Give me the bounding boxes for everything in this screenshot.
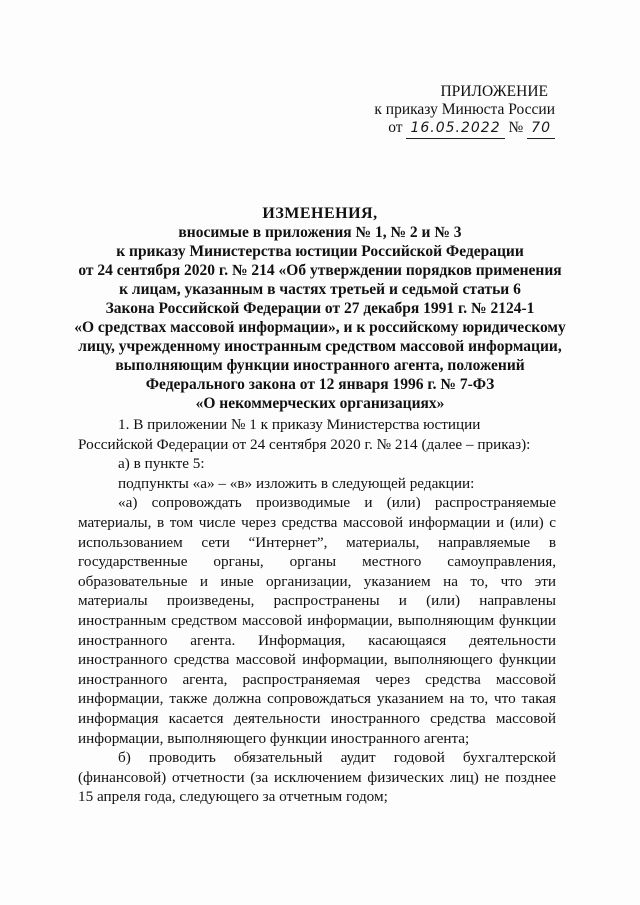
appendix-label: ПРИЛОЖЕНИЕ — [440, 83, 548, 100]
document-subtitle — [0, 223, 640, 413]
subtitle-line: «О некоммерческих организациях» — [195, 395, 445, 412]
appendix-order-reference: к приказу Минюста России — [374, 101, 555, 118]
subtitle-line: от 24 сентября 2020 г. № 214 «Об утверждении порядков применения — [78, 262, 562, 279]
paragraph-3: подпункты «а» – «в» изложить в следующей редакции: — [118, 474, 475, 492]
subtitle-line: к лицам, указанным в частях третьей и седьмой статьи 6 — [119, 281, 521, 298]
handwritten-number: 70 — [527, 119, 555, 139]
subtitle-line: вносимые в приложения № 1, № 2 и № 3 — [178, 224, 462, 241]
subtitle-line: «О средствах массовой информации», и к российскому юридическому — [74, 319, 566, 336]
paragraph-2: а) в пункте 5: — [118, 455, 205, 473]
subtitle-line: Федерального закона от 12 января 1996 г. № 7-ФЗ — [145, 376, 495, 393]
paragraph-5: б) проводить обязательный аудит годовой бухгалтерской (финансовой) отчетности (за исключением физических лиц) не позднее 15 апреля года, следующего за отчетным годом; — [78, 749, 556, 806]
document-title: ИЗМЕНЕНИЯ, — [262, 205, 378, 222]
appendix-date-number — [0, 118, 555, 139]
paragraph-4: «а) сопровождать производимые и (или) распространяемые материалы, в том числе через средства массовой информации и (или) с использованием сети “Интернет”, материалы, направляемые в государственные органы, органы местного самоуправления, образовательные и иные организации, указанием на то, что эти материалы произведены, распространены и (или) направлены иностранным средством массовой информации, выполняющим функции иностранного агента. Информация, касающаяся деятельности иностранного средства массовой информации, выполняющего функции иностранного агента, распространяемая через средства массовой информации, также должна сопровождаться указанием на то, что такая информация касается деятельности иностранного средства массовой информации, выполняющего функции иностранного агента; — [78, 494, 556, 747]
subtitle-line: к приказу Министерства юстиции Российской Федерации — [116, 243, 524, 260]
document-body — [78, 415, 556, 807]
subtitle-line: Закона Российской Федерации от 27 декабря 1991 г. № 2124-1 — [105, 300, 535, 317]
date-prefix: от — [388, 119, 403, 136]
number-prefix: № — [508, 119, 524, 136]
subtitle-line: выполняющим функции иностранного агента, положений — [115, 357, 525, 374]
subtitle-line: лицу, учрежденному иностранным средством массовой информации, — [78, 338, 562, 355]
handwritten-date: 16.05.2022 — [406, 119, 504, 139]
paragraph-1: 1. В приложении № 1 к приказу Министерства юстиции Российской Федерации от 24 сентября 2020 г. № 214 (далее – приказ): — [78, 416, 531, 453]
